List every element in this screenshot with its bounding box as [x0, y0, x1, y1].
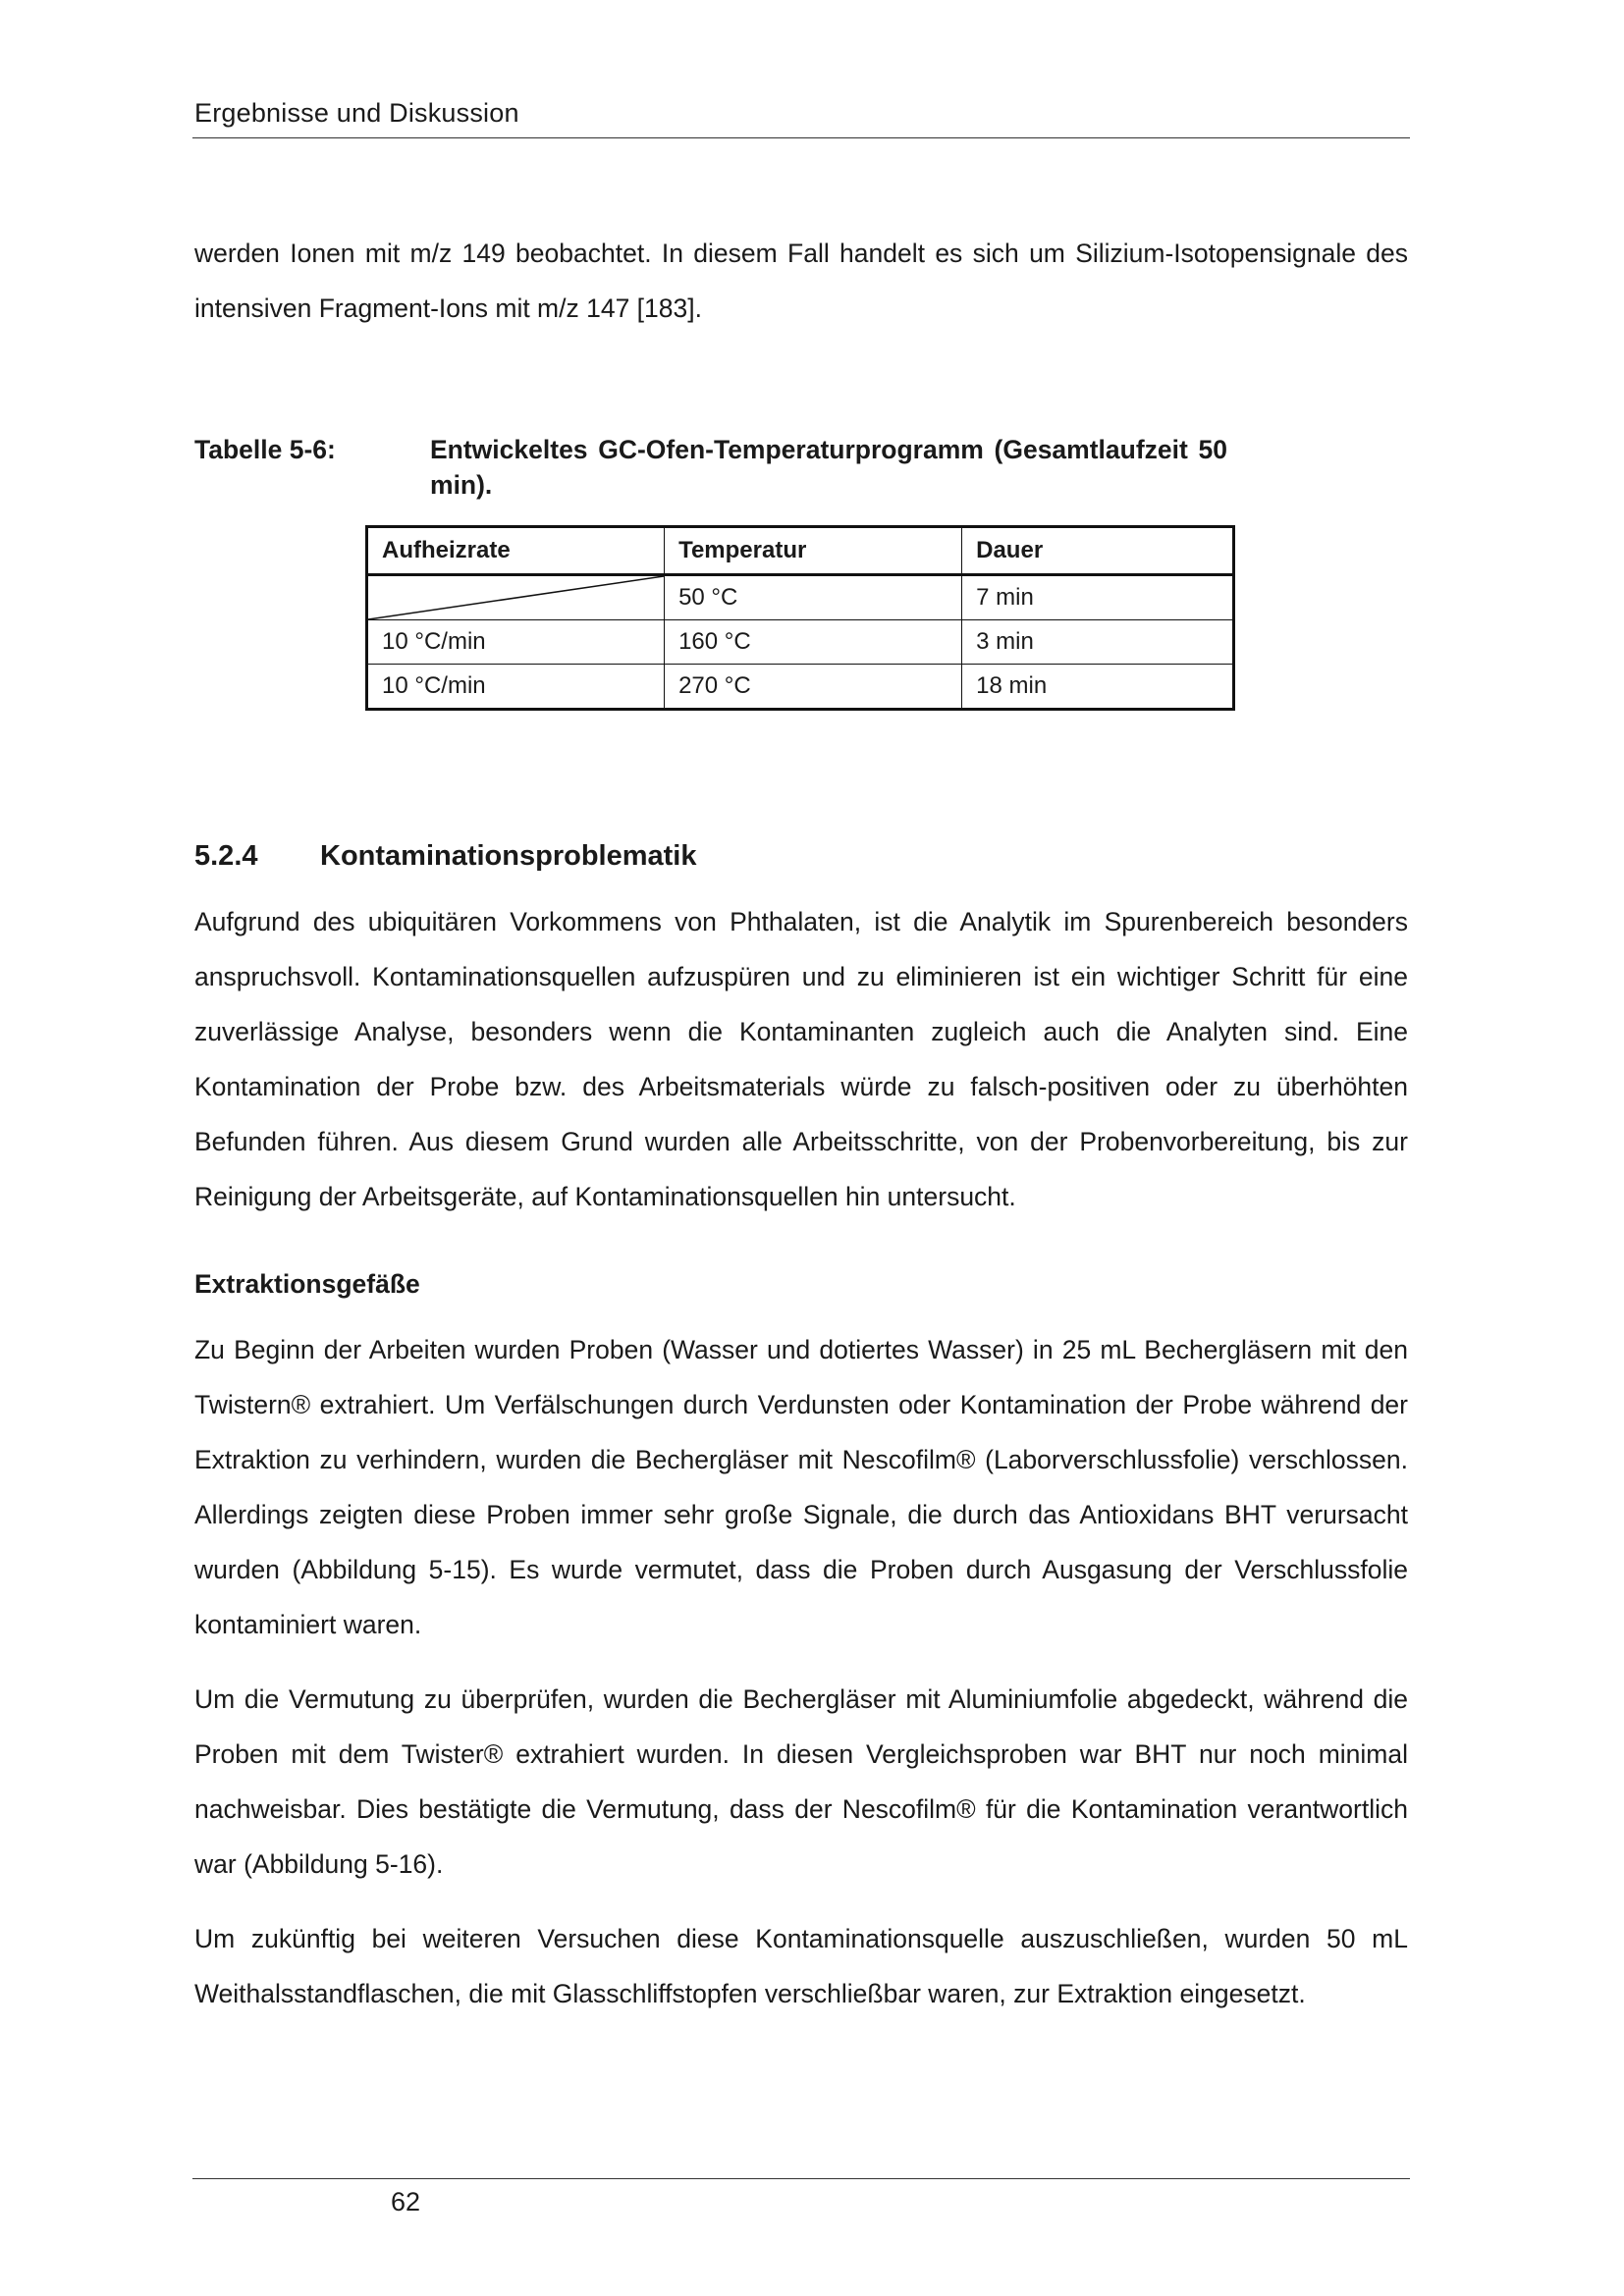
- section-title: Kontaminationsproblematik: [320, 840, 697, 872]
- table-cell: 3 min: [962, 620, 1234, 665]
- running-header: Ergebnisse und Diskussion: [194, 98, 519, 128]
- table-row: [367, 665, 1234, 710]
- temperature-program-table: [365, 525, 1235, 711]
- page-number: 62: [391, 2187, 421, 2216]
- subsection-paragraph-3: Um zukünftig bei weiteren Versuchen diese Kontaminationsquelle auszuschließen, wurden 50 mL Weithalsstandflaschen, die mit Glasschliffstopfen verschließbar waren, zur Extraktion eingesetzt.: [194, 1924, 1408, 2008]
- empty-diagonal-cell: [367, 575, 665, 620]
- section-paragraph: Aufgrund des ubiquitären Vorkommens von Phthalaten, ist die Analytik im Spurenbereich besonders anspruchsvoll. Kontaminationsquellen aufzuspüren und zu eliminieren ist ein wichtiger Schritt für eine zuverlässige Analyse, besonders wenn die Kontaminanten zugleich auch die Analyten sind. Eine Kontamination der Probe bzw. des Arbeitsmaterials würde zu falsch-positiven oder zu überhöhten Befunden führen. Aus diesem Grund wurden alle Arbeitsschritte, von der Probenvorbereitung, bis zur Reinigung der Arbeitsgeräte, auf Kontaminationsquellen hin untersucht.: [194, 907, 1408, 1211]
- table-row: [367, 575, 1234, 620]
- subsection-heading: Extraktionsgefäße: [194, 1269, 420, 1299]
- table-caption-label: Tabelle 5-6:: [194, 435, 336, 464]
- table-header-row: [367, 527, 1234, 575]
- subsection-paragraph-2: Um die Vermutung zu überprüfen, wurden die Bechergläser mit Aluminiumfolie abgedeckt, während die Proben mit dem Twister® extrahiert wurden. In diesen Vergleichsproben war BHT nur noch minimal nachweisbar. Dies bestätigte die Vermutung, dass der Nescofilm® für die Kontamination verantwortlich war (Abbildung 5-16).: [194, 1684, 1408, 1879]
- table-row: [367, 620, 1234, 665]
- header-rule: [192, 137, 1410, 138]
- table-cell: 18 min: [962, 665, 1234, 710]
- column-header-temperature: Temperatur: [665, 527, 962, 575]
- column-header-rate: Aufheizrate: [367, 527, 665, 575]
- table-cell: 270 °C: [665, 665, 962, 710]
- section-number: 5.2.4: [194, 840, 258, 872]
- table-cell: 10 °C/min: [367, 620, 665, 665]
- table-caption-text: Entwickeltes GC-Ofen-Temperaturprogramm (Gesamtlaufzeit 50 min).: [430, 435, 1227, 500]
- table-cell: 160 °C: [665, 620, 962, 665]
- column-header-duration: Dauer: [962, 527, 1234, 575]
- subsection-paragraph-1: Zu Beginn der Arbeiten wurden Proben (Wasser und dotiertes Wasser) in 25 mL Bechergläsern mit den Twistern® extrahiert. Um Verfälschungen durch Verdunsten oder Kontamination der Probe während der Extraktion zu verhindern, wurden die Bechergläser mit Nescofilm® (Laborverschlussfolie) verschlossen. Allerdings zeigten diese Proben immer sehr große Signale, die durch das Antioxidans BHT verursacht wurden (Abbildung 5-15). Es wurde vermutet, dass die Proben durch Ausgasung der Verschlussfolie kontaminiert waren.: [194, 1335, 1408, 1639]
- intro-paragraph: werden Ionen mit m/z 149 beobachtet. In diesem Fall handelt es sich um Silizium-Isotopensignale des intensiven Fragment-Ions mit m/z 147 [183].: [194, 239, 1408, 323]
- table-cell: 7 min: [962, 575, 1234, 620]
- diagonal-slash: [368, 576, 664, 619]
- footer-rule: [192, 2178, 1410, 2179]
- table-cell: 50 °C: [665, 575, 962, 620]
- table-cell: 10 °C/min: [367, 665, 665, 710]
